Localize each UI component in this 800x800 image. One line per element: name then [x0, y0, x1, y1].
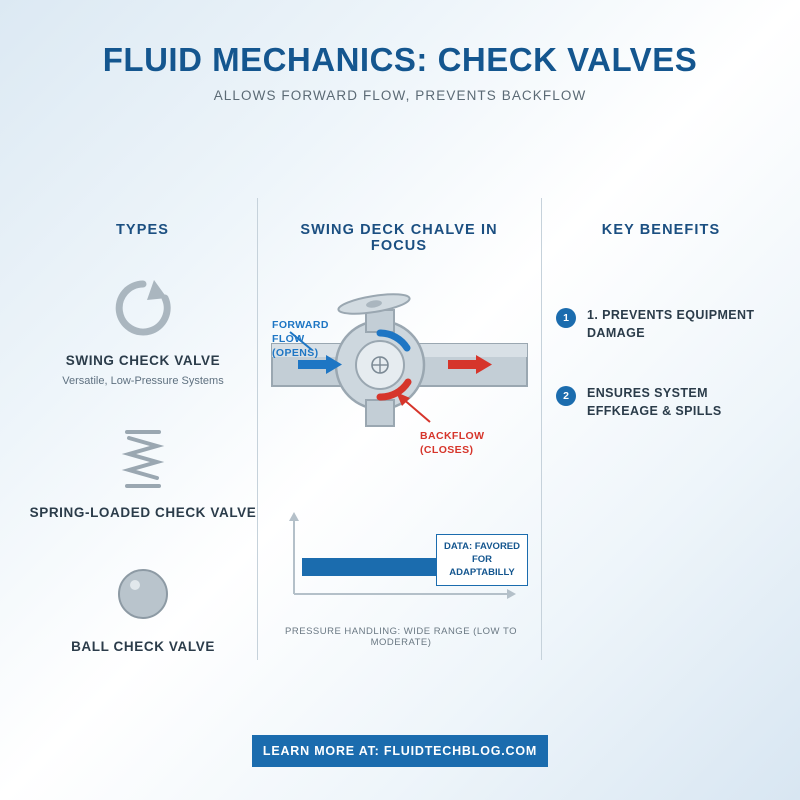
- backflow-label-line2: (CLOSES): [420, 444, 474, 457]
- ball-icon: [28, 558, 258, 630]
- type-item-ball-check-valve: [28, 558, 258, 661]
- benefit-number-badge: 1: [556, 308, 576, 328]
- type-item-swing-check-valve: [28, 272, 258, 387]
- type-name: SWING CHECK VALVE: [65, 353, 221, 368]
- benefit-number-badge: 2: [556, 386, 576, 406]
- focus-column-heading: SWING DECK CHALVE IN FOCUS: [300, 222, 498, 254]
- header: [0, 42, 800, 103]
- type-item-spring-loaded-check-valve: [28, 424, 258, 527]
- benefit-item-2: [556, 385, 771, 420]
- callout-line3: ADAPTABILLY: [449, 566, 515, 578]
- callout-line1: DATA: FAVORED: [444, 541, 520, 552]
- type-name: BALL CHECK VALVE: [71, 639, 215, 654]
- forward-flow-label: [272, 318, 364, 361]
- types-column-heading: TYPES: [115, 222, 170, 238]
- benefits-column-heading: KEY BENEFITS: [601, 222, 721, 238]
- type-name: SPRING-LOADED CHECK VALVE: [29, 505, 257, 520]
- type-desc: Versatile, Low-Pressure Systems: [62, 375, 224, 388]
- coil-spring-icon: [28, 424, 258, 496]
- page-title: FLUID MECHANICS: CHECK VALVES: [102, 41, 698, 78]
- callout-line2: FOR: [471, 553, 493, 565]
- forward-flow-label-line1: FORWARD FLOW: [272, 319, 329, 346]
- benefit-item-1: [556, 307, 771, 342]
- benefit-text: ENSURES SYSTEM EFFKEAGE & SPILLS: [587, 386, 722, 418]
- benefit-text: 1. PREVENTS EQUIPMENT DAMAGE: [587, 308, 755, 340]
- chart-callout-box: [436, 534, 528, 586]
- chart-caption: PRESSURE HANDLING: WIDE RANGE (LOW TO MODERATE): [285, 626, 517, 648]
- forward-flow-label-line2: (OPENS): [272, 347, 319, 360]
- backflow-label: [420, 429, 512, 457]
- learn-more-cta-bar[interactable]: LEARN MORE AT: FLUIDTECHBLOG.COM: [252, 735, 548, 767]
- column-divider-right: [541, 198, 542, 660]
- backflow-label-line1: BACKFLOW: [420, 430, 485, 442]
- circular-arrow-icon: [28, 272, 258, 344]
- page-subtitle: ALLOWS FORWARD FLOW, PREVENTS BACKFLOW: [213, 88, 587, 104]
